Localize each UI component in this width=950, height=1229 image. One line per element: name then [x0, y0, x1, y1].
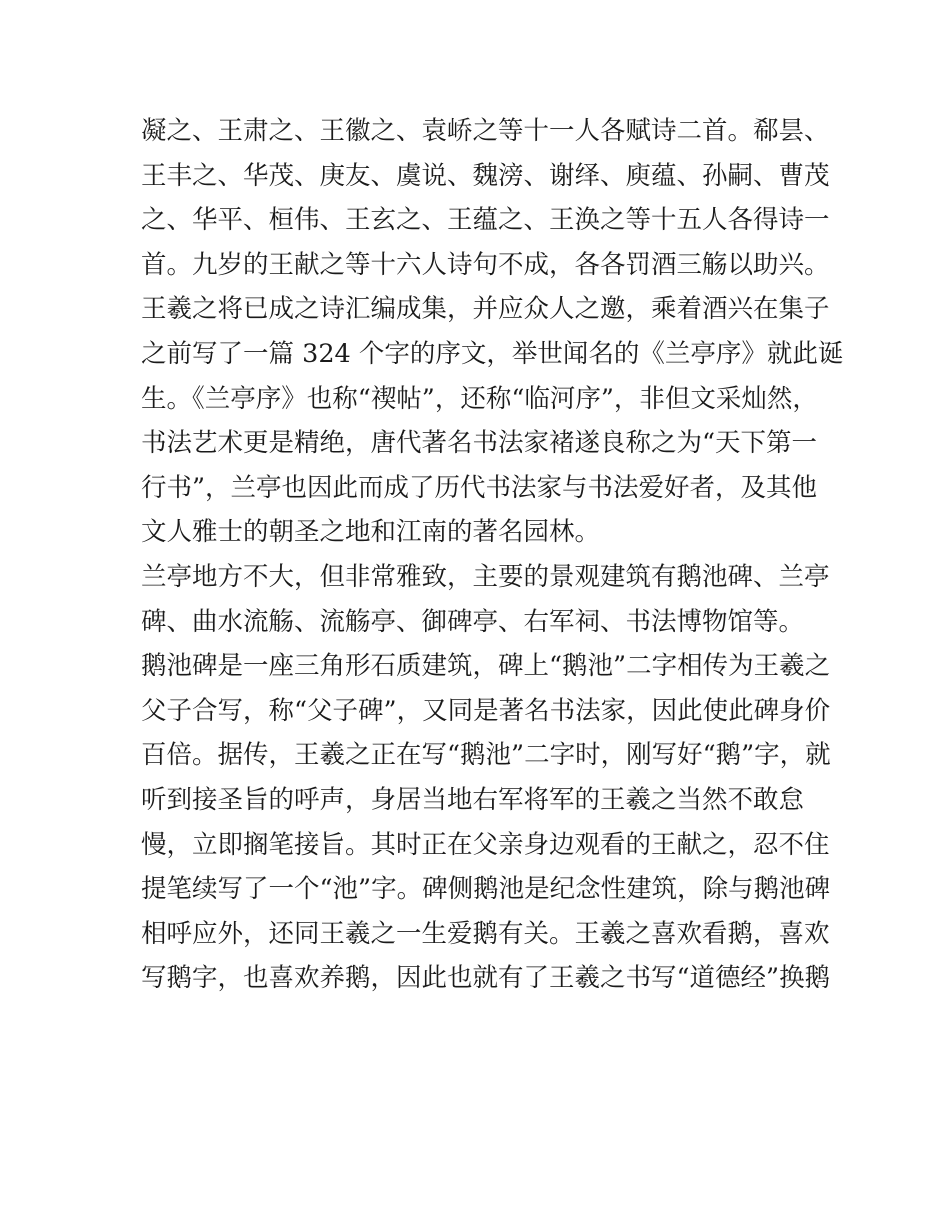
text-line: 文人雅士的朝圣之地和江南的著名园林。	[141, 517, 601, 548]
text-line: 提笔续写了一个“池”字。碑侧鹅池是纪念性建筑，除与鹅池碑	[141, 874, 831, 905]
text-line: 写鹅字，也喜欢养鹅，因此也就有了王羲之书写“道德经”换鹅	[141, 963, 831, 994]
body-text	[141, 109, 844, 1001]
text-line: 之、华平、桓伟、王玄之、王蕴之、王涣之等十五人各得诗一	[141, 205, 830, 236]
text-line: 凝之、王肃之、王徽之、袁峤之等十一人各赋诗二首。郗昙、	[141, 116, 830, 146]
text-line: 之前写了一篇 324 个字的序文，举世闻名的《兰亭序》就此诞	[141, 338, 844, 369]
text-line: 王羲之将已成之诗汇编成集，并应众人之邀，乘着酒兴在集子	[141, 294, 830, 325]
text-line: 生。《兰亭序》也称“禊帖”，还称“临河序”，非但文采灿然，	[141, 383, 818, 414]
text-line: 首。九岁的王献之等十六人诗句不成，各各罚酒三觞以助兴。	[141, 249, 830, 280]
text-line: 百倍。据传，王羲之正在写“鹅池”二字时，刚写好“鹅”字，就	[141, 740, 831, 771]
text-line: 相呼应外，还同王羲之一生爱鹅有关。王羲之喜欢看鹅，喜欢	[141, 918, 830, 949]
text-line: 慢，立即搁笔接旨。其时正在父亲身边观看的王献之，忍不住	[141, 829, 830, 860]
text-line: 王丰之、华茂、庚友、虞说、魏滂、谢绎、庾蕴、孙嗣、曹茂	[141, 160, 830, 191]
text-line: 行书”，兰亭也因此而成了历代书法家与书法爱好者，及其他	[141, 472, 818, 503]
text-line: 听到接圣旨的呼声，身居当地右军将军的王羲之当然不敢怠	[141, 784, 805, 815]
text-line: 书法艺术更是精绝，唐代著名书法家褚遂良称之为“天下第一	[141, 428, 818, 459]
text-line: 父子合写，称“父子碑”，又同是著名书法家，因此使此碑身价	[141, 695, 831, 726]
text-line: 兰亭地方不大，但非常雅致，主要的景观建筑有鹅池碑、兰亭	[141, 561, 830, 592]
text-line: 碑、曲水流觞、流觞亭、御碑亭、右军祠、书法博物馆等。	[141, 606, 805, 637]
text-line: 鹅池碑是一座三角形石质建筑，碑上“鹅池”二字相传为王羲之	[141, 651, 831, 682]
